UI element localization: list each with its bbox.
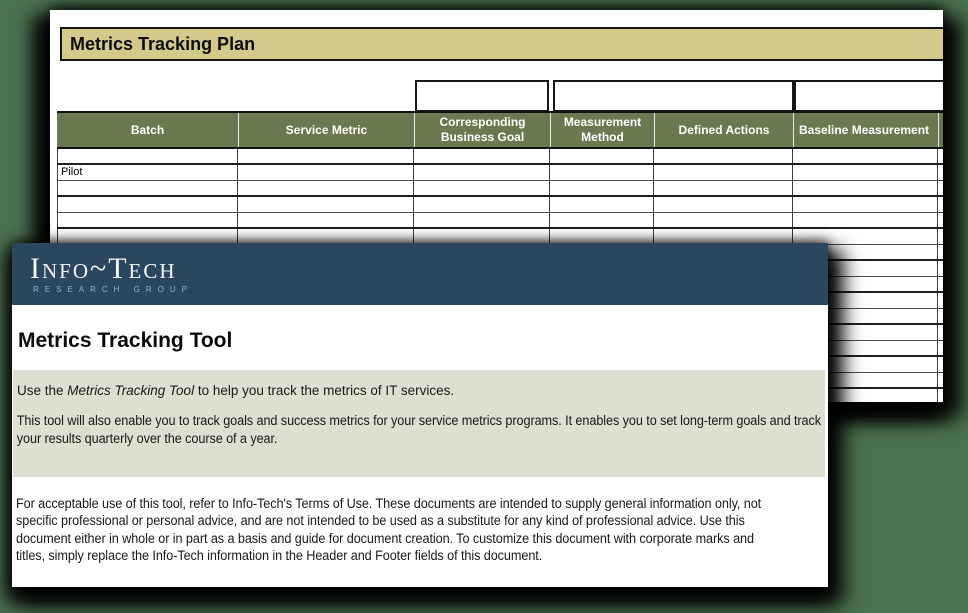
document-title: Metrics Tracking Tool [18, 329, 233, 352]
sheet-cell[interactable] [550, 229, 654, 244]
intro-paragraph [13, 370, 825, 399]
sheet-cell[interactable] [938, 261, 943, 276]
sheet-cell[interactable] [654, 165, 793, 180]
sheet-cell[interactable] [238, 213, 414, 227]
column-header-batch[interactable]: Batch [57, 113, 238, 147]
sheet-cell[interactable] [938, 181, 943, 195]
sheet-cell[interactable] [57, 229, 238, 244]
info-tech-header-banner [12, 243, 828, 305]
sheet-cell[interactable]: Pilot [57, 165, 238, 180]
terms-of-use-paragraph: For acceptable use of this tool, refer to Info-Tech's Terms of Use. These documents are intended to supply general information only, not specific professional or personal advice, and are not intended to be used as a substitute for any kind of professional advice. Use this document either in whole or in part as a basis and guide for document creation. To customize this document with corporate marks and titles, simply replace the Info-Tech information in the Header and Footer fields of this document. [16, 496, 762, 563]
sheet-cell[interactable] [793, 149, 938, 163]
sheet-cell[interactable] [57, 181, 238, 195]
sheet-cell[interactable] [550, 165, 654, 180]
sheet-cell[interactable] [938, 197, 943, 212]
sheet-row [57, 181, 943, 197]
sheet-cell[interactable] [938, 277, 943, 291]
tool-description-paragraph: This tool will also enable you to track goals and success metrics for your service metrics programs. It enables you to set long-term goals and track your results quarterly over the course of a year. [16, 413, 822, 446]
sheet-cell[interactable] [654, 197, 793, 212]
sheet-cell[interactable] [57, 213, 238, 227]
sheet-cell[interactable] [938, 165, 943, 180]
research-group-label: RESEARCH GROUP [33, 285, 194, 294]
sheet-cell[interactable] [238, 181, 414, 195]
sheet-cell[interactable] [938, 357, 943, 372]
sheet-cell[interactable] [654, 213, 793, 227]
sheet-cell[interactable] [238, 229, 414, 244]
metrics-tracking-tool-document [12, 243, 828, 587]
sheet-cell[interactable] [550, 213, 654, 227]
merged-empty-cell[interactable] [415, 80, 549, 112]
sheet-cell[interactable] [938, 229, 943, 244]
merged-empty-cell[interactable] [794, 80, 943, 112]
sheet-cell[interactable] [414, 197, 550, 212]
sheet-row [57, 149, 943, 165]
sheet-cell[interactable] [57, 197, 238, 212]
sheet-cell[interactable] [793, 229, 938, 244]
sheet-cell[interactable] [550, 181, 654, 195]
sheet-cell[interactable] [938, 293, 943, 308]
sheet-cell[interactable] [654, 149, 793, 163]
column-header-baseline-measurement[interactable]: Baseline Measurement [793, 113, 938, 147]
sheet-cell[interactable] [550, 149, 654, 163]
sheet-cell[interactable] [414, 165, 550, 180]
sheet-cell[interactable] [793, 197, 938, 212]
sheet-cell[interactable] [793, 181, 938, 195]
sheet-row [57, 213, 943, 229]
sheet-row [57, 197, 943, 213]
sheet-cell[interactable] [238, 197, 414, 212]
column-header-service-metric[interactable]: Service Metric [238, 113, 414, 147]
sheet-cell[interactable] [938, 213, 943, 227]
column-header-corresponding-business-goal[interactable]: Corresponding Business Goal [414, 113, 550, 147]
sheet-cell[interactable] [414, 229, 550, 244]
sheet-cell[interactable] [414, 181, 550, 195]
sheet-cell[interactable] [793, 165, 938, 180]
info-tech-logo: Info~Tech [30, 252, 177, 285]
intro-highlight-box [13, 370, 825, 477]
merged-empty-cell[interactable] [553, 80, 794, 112]
column-header-measurement-method[interactable]: Measurement Method [550, 113, 654, 147]
sheet-row [57, 165, 943, 181]
sheet-cell[interactable] [238, 165, 414, 180]
sheet-cell[interactable] [793, 213, 938, 227]
intro-text-prefix: Use the [17, 383, 68, 398]
sheet-cell[interactable] [938, 245, 943, 259]
intro-text-italic: Metrics Tracking Tool [67, 383, 195, 398]
sheet-cell[interactable] [938, 341, 943, 355]
sheet-cell[interactable] [654, 229, 793, 244]
sheet-cell[interactable] [938, 373, 943, 387]
sheet-cell[interactable] [938, 325, 943, 340]
sheet-cell[interactable] [938, 389, 943, 402]
sheet-cell[interactable] [654, 181, 793, 195]
sheet-cell[interactable] [938, 309, 943, 323]
sheet-cell[interactable] [414, 149, 550, 163]
sheet-cell[interactable] [57, 149, 238, 163]
sheet-title-bar: Metrics Tracking Plan [60, 27, 943, 61]
sheet-cell[interactable] [414, 213, 550, 227]
sheet-cell[interactable] [238, 149, 414, 163]
sheet-cell[interactable] [550, 197, 654, 212]
sheet-header-row [57, 111, 943, 149]
column-header-defined-actions[interactable]: Defined Actions [654, 113, 793, 147]
intro-text-suffix: to help you track the metrics of IT services. [194, 383, 455, 398]
sheet-cell[interactable] [938, 149, 943, 163]
column-header-cutoff[interactable] [938, 113, 943, 147]
